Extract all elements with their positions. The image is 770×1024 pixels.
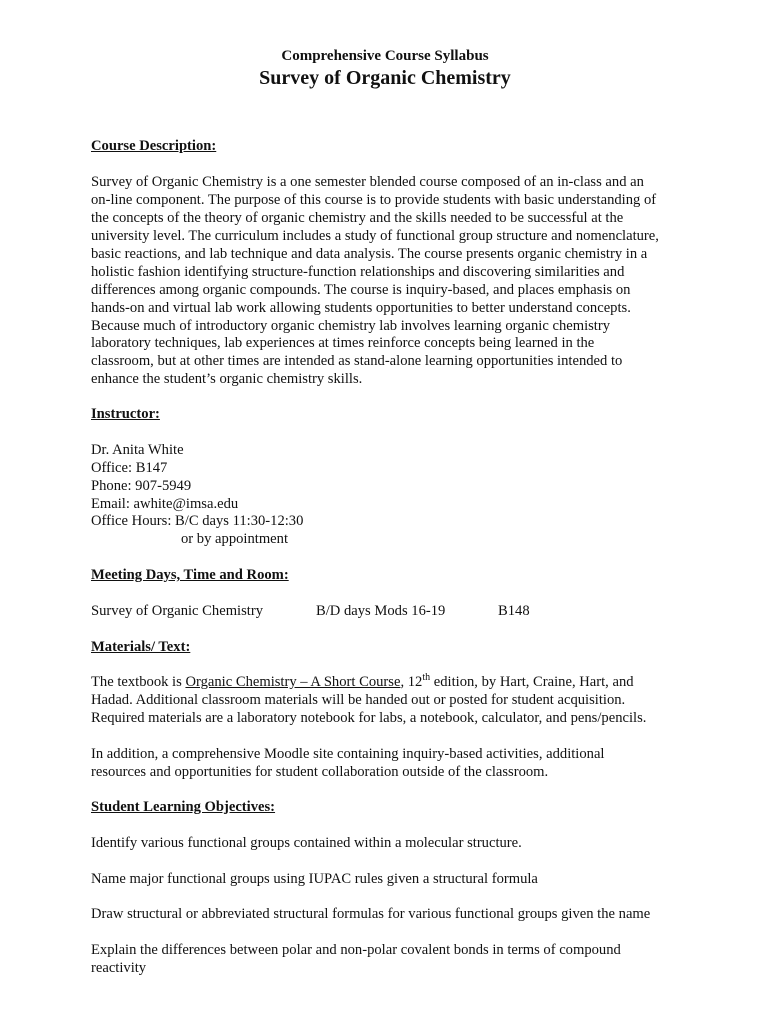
instructor-email: Email: awhite@imsa.edu bbox=[91, 496, 239, 512]
moodle-line: In addition, a comprehensive Moodle site containing inquiry-based activities, additional bbox=[91, 746, 605, 762]
materials-heading: Materials/ Text: bbox=[91, 639, 191, 655]
materials-line: Hadad. Additional classroom materials will be handed out or posted for student acquisition. bbox=[91, 692, 626, 708]
materials-line: Required materials are a laboratory notebook for labs, a notebook, calculator, and pens/pencils. bbox=[91, 710, 647, 726]
objectives-heading: Student Learning Objectives: bbox=[91, 799, 276, 815]
meeting-course: Survey of Organic Chemistry bbox=[91, 603, 263, 619]
edition-suffix: th bbox=[422, 672, 431, 684]
instructor-office: Office: B147 bbox=[91, 460, 168, 476]
textbook-line bbox=[91, 673, 634, 691]
description-line: university level. The curriculum includes a study of functional group structure and nomenclature, bbox=[91, 228, 659, 244]
objective-item: Identify various functional groups contained within a molecular structure. bbox=[91, 835, 522, 851]
textbook-intro: The textbook is bbox=[91, 674, 186, 690]
textbook-authors: edition, by Hart, Craine, Hart, and bbox=[430, 674, 634, 690]
moodle-line: resources and opportunities for student collaboration outside of the classroom. bbox=[91, 764, 549, 780]
course-description-heading: Course Description: bbox=[91, 138, 217, 154]
description-line: basic reactions, and lab technique and data analysis. The course presents organic chemistry in a bbox=[91, 246, 648, 262]
office-hours: Office Hours: B/C days 11:30-12:30 bbox=[91, 513, 304, 529]
objective-item-continued: reactivity bbox=[91, 960, 147, 976]
description-line: classroom, but at other times are intended as stand-alone learning opportunities intended to bbox=[91, 353, 623, 369]
instructor-phone: Phone: 907-5949 bbox=[91, 478, 192, 494]
objective-item: Draw structural or abbreviated structural formulas for various functional groups given the name bbox=[91, 906, 651, 922]
objective-item: Explain the differences between polar and non-polar covalent bonds in terms of compound bbox=[91, 942, 621, 958]
description-line: the concepts of the theory of organic chemistry and the skills needed to be successful at the bbox=[91, 210, 624, 226]
meeting-heading: Meeting Days, Time and Room: bbox=[91, 567, 289, 583]
meeting-room: B148 bbox=[498, 603, 530, 619]
syllabus-subtitle: Comprehensive Course Syllabus bbox=[281, 48, 489, 64]
description-line: holistic fashion identifying structure-function relationships and discovering similarities and bbox=[91, 264, 625, 280]
description-line: Survey of Organic Chemistry is a one semester blended course composed of an in-class and an bbox=[91, 174, 644, 190]
description-line: on-line component. The purpose of this course is to provide students with basic understanding of bbox=[91, 192, 657, 208]
office-hours-alt: or by appointment bbox=[181, 531, 289, 547]
instructor-heading: Instructor: bbox=[91, 406, 160, 422]
course-title: Survey of Organic Chemistry bbox=[259, 67, 511, 89]
textbook-title: Organic Chemistry – A Short Course bbox=[185, 674, 401, 690]
objective-item: Name major functional groups using IUPAC rules given a structural formula bbox=[91, 871, 538, 887]
description-line: laboratory techniques, lab experiences at times reinforce concepts being learned in the bbox=[91, 335, 595, 351]
instructor-name: Dr. Anita White bbox=[91, 442, 184, 458]
description-line: hands-on and virtual lab work allowing students opportunities to better understand concepts. bbox=[91, 300, 631, 316]
description-line: Because much of introductory organic chemistry lab involves learning organic chemistry bbox=[91, 318, 611, 334]
textbook-edition: , 12 bbox=[400, 674, 423, 690]
meeting-days: B/D days Mods 16-19 bbox=[316, 603, 446, 619]
description-line: differences among organic compounds. The course is inquiry-based, and places emphasis on bbox=[91, 282, 631, 298]
description-line: enhance the student’s organic chemistry skills. bbox=[91, 371, 363, 387]
